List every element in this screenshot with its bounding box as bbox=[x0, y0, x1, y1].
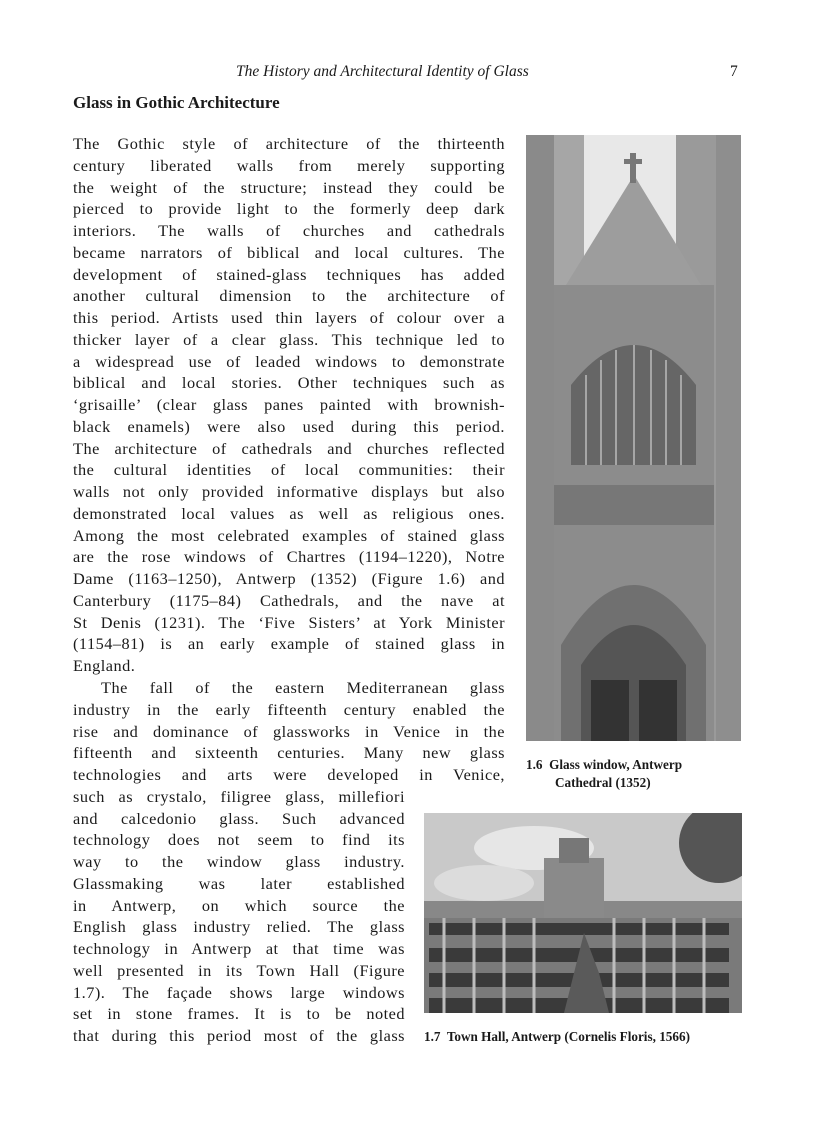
body-text-line: set in stone frames. It is to be noted bbox=[73, 1004, 405, 1024]
caption-text: Glass window, Antwerp bbox=[549, 757, 683, 772]
body-text-line: fifteenth and sixteenth centuries. Many new glass bbox=[73, 743, 505, 763]
body-text-line: English glass industry relied. The glass bbox=[73, 917, 405, 937]
page-number: 7 bbox=[730, 63, 738, 80]
body-text-line: the weight of the structure; instead they could be bbox=[73, 177, 505, 197]
body-text-line: well presented in its Town Hall (Figure bbox=[73, 960, 405, 980]
body-text-line: England. bbox=[73, 656, 136, 676]
body-text-line: biblical and local stories. Other techniques such as bbox=[73, 373, 505, 393]
figure-1-6-caption bbox=[526, 756, 682, 792]
body-text-line: development of stained-glass techniques has added bbox=[73, 264, 505, 284]
body-text-line: another cultural dimension to the architecture of bbox=[73, 286, 505, 306]
body-text-line: thicker layer of a clear glass. This technique led to bbox=[73, 329, 505, 349]
body-text-line: 1.7). The façade shows large windows bbox=[73, 982, 405, 1002]
body-text-line: technology does not seem to find its bbox=[73, 830, 405, 850]
body-text-line: ‘grisaille’ (clear glass panes painted with brownish- bbox=[73, 395, 505, 415]
caption-text: Town Hall, Antwerp (Cornelis Floris, 1566) bbox=[446, 1029, 690, 1044]
figure-1-7-caption bbox=[424, 1028, 690, 1046]
figure-1-7-image bbox=[424, 813, 742, 1013]
section-heading: Glass in Gothic Architecture bbox=[73, 93, 280, 112]
figure-number: 1.6 bbox=[526, 757, 543, 772]
body-text-line: became narrators of biblical and local cultures. The bbox=[73, 242, 505, 262]
town-hall-illustration bbox=[424, 813, 742, 1013]
body-text-line: are the rose windows of Chartres (1194–1220), Notre bbox=[73, 547, 505, 567]
body-text-line: century liberated walls from merely supporting bbox=[73, 155, 505, 175]
body-text-line: Dame (1163–1250), Antwerp (1352) (Figure 1.6) and bbox=[73, 569, 505, 589]
body-text-line: and calcedonio glass. Such advanced bbox=[73, 808, 405, 828]
body-text-line: that during this period most of the glass bbox=[73, 1026, 405, 1046]
body-text-line: this period. Artists used thin layers of colour over a bbox=[73, 308, 505, 328]
body-text-line: the cultural identities of local communities: their bbox=[73, 460, 505, 480]
body-text-line: technologies and arts were developed in Venice, bbox=[73, 765, 505, 785]
body-text-line: a widespread use of leaded windows to demonstrate bbox=[73, 351, 505, 371]
body-text-line: industry in the early fifteenth century enabled the bbox=[73, 699, 505, 719]
cathedral-illustration bbox=[526, 135, 741, 741]
figure-number: 1.7 bbox=[424, 1029, 441, 1044]
body-text-line: Canterbury (1175–84) Cathedrals, and the nave at bbox=[73, 590, 505, 610]
body-text-line: black enamels) were also used during this period. bbox=[73, 416, 505, 436]
running-head-title: The History and Architectural Identity of Glass bbox=[236, 63, 529, 80]
body-text-line: such as crystalo, filigree glass, millefiori bbox=[73, 786, 405, 806]
body-text-line: way to the window glass industry. bbox=[73, 852, 405, 872]
body-text-line: in Antwerp, on which source the bbox=[73, 895, 405, 915]
body-text-line: Among the most celebrated examples of stained glass bbox=[73, 525, 505, 545]
body-text-line: Glassmaking was later established bbox=[73, 873, 405, 893]
caption-text: Cathedral (1352) bbox=[555, 775, 651, 790]
body-text-line: St Denis (1231). The ‘Five Sisters’ at York Minister bbox=[73, 612, 505, 632]
body-text-line: pierced to provide light to the formerly deep dark bbox=[73, 199, 505, 219]
body-text-line: The architecture of cathedrals and churches reflected bbox=[73, 438, 505, 458]
body-text-line: The Gothic style of architecture of the thirteenth bbox=[73, 134, 505, 153]
body-text-line: interiors. The walls of churches and cathedrals bbox=[73, 221, 505, 241]
body-text-line: demonstrated local values as well as religious ones. bbox=[73, 503, 505, 523]
figure-1-6-image bbox=[526, 135, 741, 741]
body-text-line: rise and dominance of glassworks in Venice in the bbox=[73, 721, 505, 741]
body-text-line: The fall of the eastern Mediterranean glass bbox=[101, 678, 505, 697]
body-text-line: walls not only provided informative displays but also bbox=[73, 482, 505, 502]
body-text-line: technology in Antwerp at that time was bbox=[73, 939, 405, 959]
body-text-line: (1154–81) is an early example of stained glass in bbox=[73, 634, 505, 654]
